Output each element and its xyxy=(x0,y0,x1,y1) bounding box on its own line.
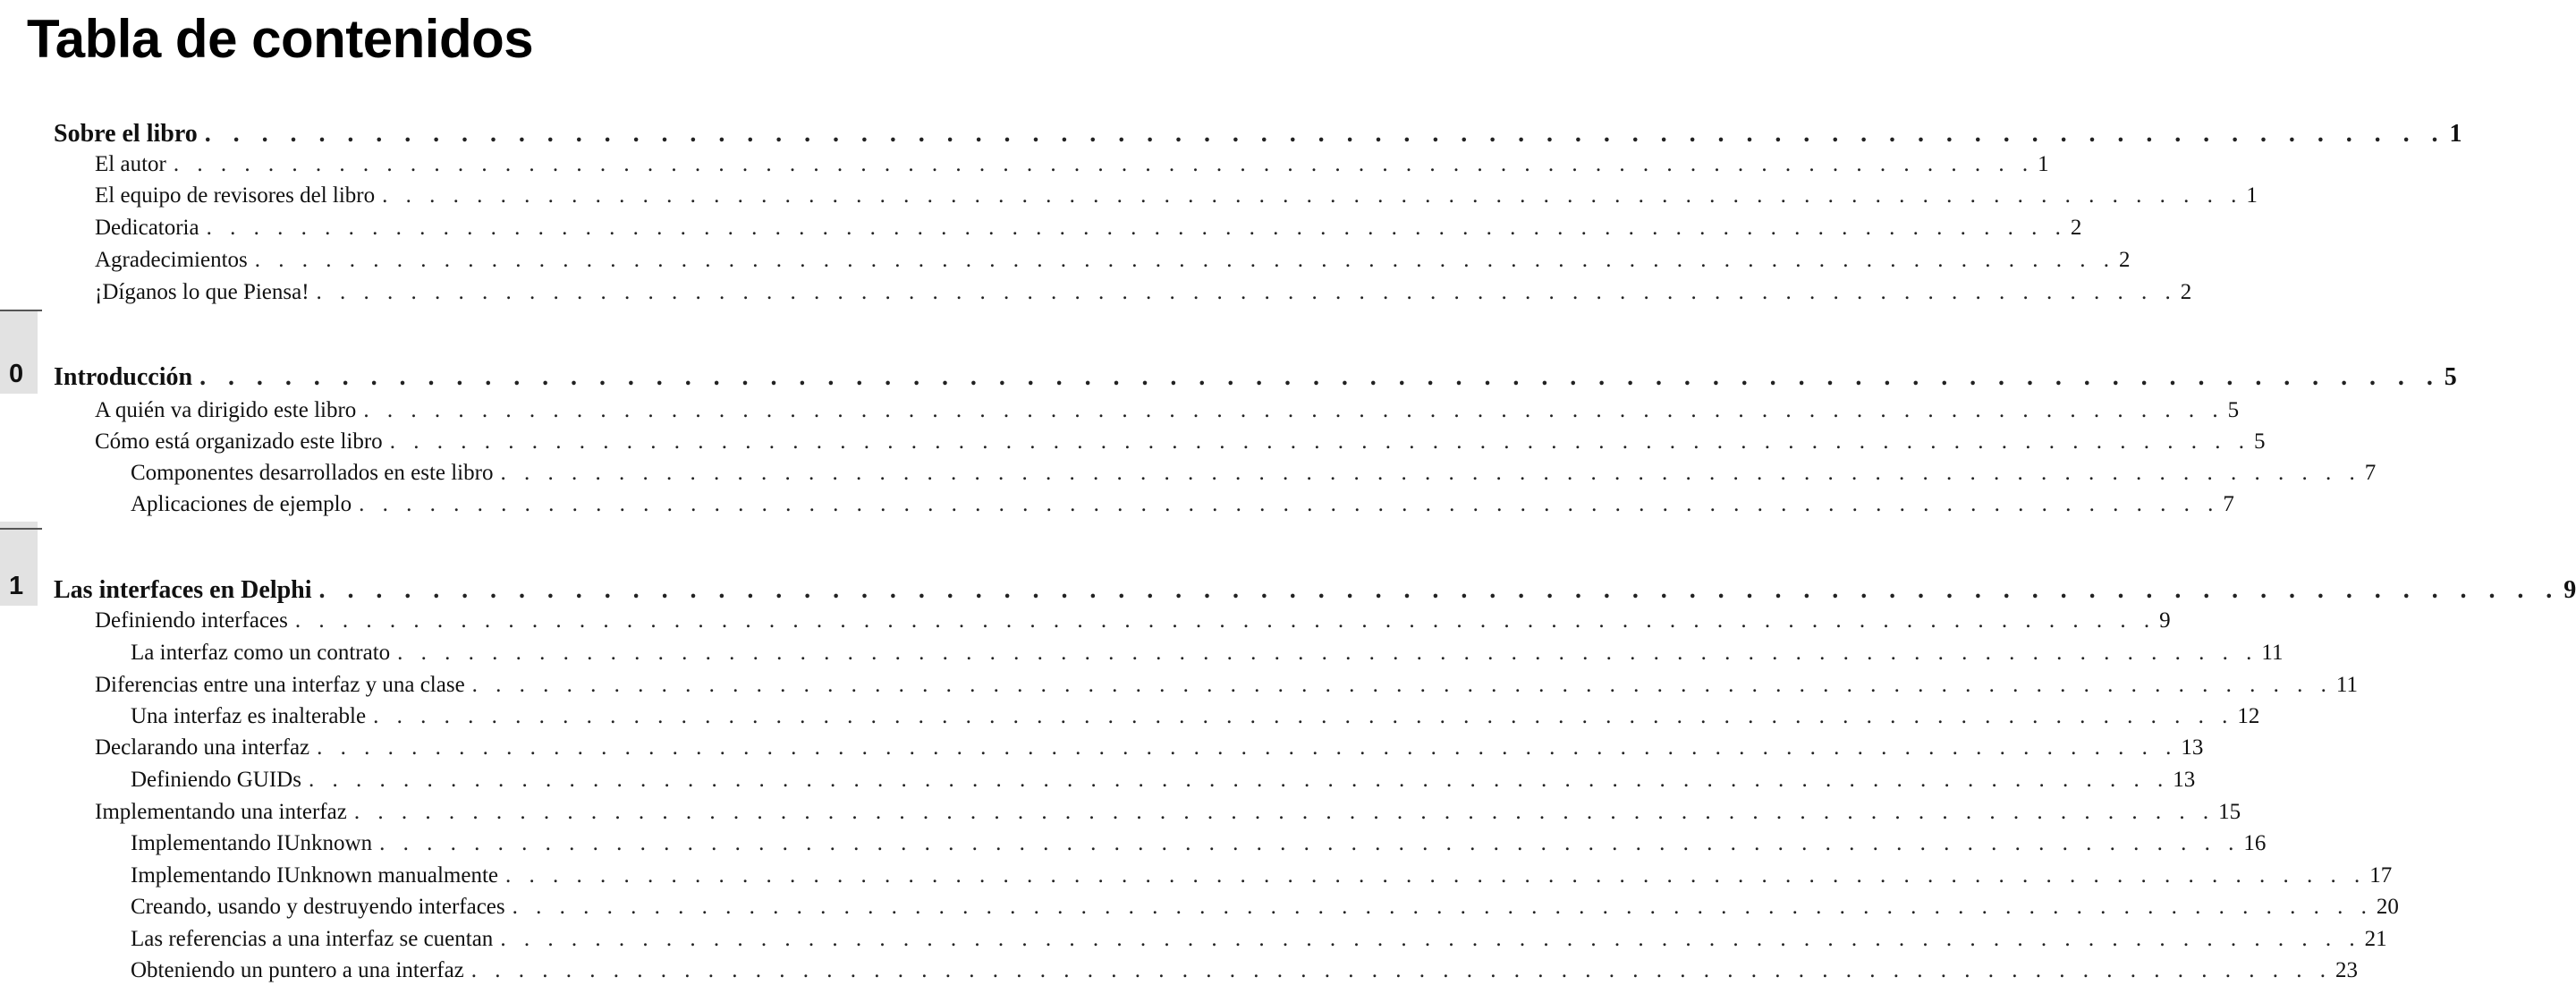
toc-entry-text: Sobre el libro xyxy=(54,120,198,148)
toc-page-number: 1 xyxy=(2246,183,2258,208)
toc-leader: . . . . . . . . . . . . . . . . . . . . . . . . . . . . . . . . . . . . . . . . . . . . . . . . . . . . . . . . . . . . . . . . . . . . . . . . . . . . . . . xyxy=(470,958,2333,982)
toc-leader: . . . . . . . . . . . . . . . . . . . . . . . . . . . . . . . . . . . . . . . . . . . . . . . . . . . . . . . . . . . . . . . . . . . . . . . . . . . . . . . xyxy=(397,641,2258,665)
chapter-tab-1 xyxy=(0,522,38,606)
toc-entry-text: Implementando una interfaz xyxy=(95,800,347,824)
toc-page-number: 11 xyxy=(2335,673,2358,697)
toc-leader: . . . . . . . . . . . . . . . . . . . . . . . . . . . . . . . . . . . . . . . . . . . . . . . . . . . . . . . . . . . . . . . . . . . . . . . . . . . . . . . xyxy=(359,492,2220,516)
toc-leader: . . . . . . . . . . . . . . . . . . . . . . . . . . . . . . . . . . . . . . . . . . . . . . . . . . . . . . . . . . . . . . . . . . . . . . . . . . . . . . . xyxy=(316,280,2177,304)
toc-entry-text: Introducción xyxy=(54,363,193,391)
toc-leader: . . . . . . . . . . . . . . . . . . . . . . . . . . . . . . . . . . . . . . . . . . . . . . . . . . . . . . . . . . . . . . . . . . . . . . . . . . . . . . . xyxy=(373,704,2234,728)
toc-entry-iunknown-manual[interactable] xyxy=(131,863,2393,894)
toc-page-number: 23 xyxy=(2335,958,2359,982)
toc-entry-diferencias[interactable] xyxy=(95,673,2358,703)
toc-page-number: 1 xyxy=(2449,120,2462,148)
toc-page-number: 7 xyxy=(2223,492,2234,516)
toc-entry-a-quien[interactable] xyxy=(95,398,2240,429)
toc-page-number: 2 xyxy=(2070,216,2082,240)
toc-entry-dedicatoria[interactable] xyxy=(95,216,2082,246)
toc-leader: . . . . . . . . . . . . . . . . . . . . . . . . . . . . . . . . . . . . . . . . . . . . . . . . . . . . . . . . . . . . . . . . . . . . . . . . . . . . . . . xyxy=(500,461,2361,485)
toc-entry-text: Obteniendo un puntero a una interfaz xyxy=(131,958,464,982)
toc-page-number: 12 xyxy=(2237,704,2260,728)
toc-page-number: 7 xyxy=(2364,461,2377,485)
toc-page-number: 16 xyxy=(2243,831,2267,855)
toc-entry-componentes[interactable] xyxy=(131,461,2377,491)
toc-entry-text: Una interfaz es inalterable xyxy=(131,704,367,728)
chapter-tab-0 xyxy=(0,310,38,394)
toc-leader: . . . . . . . . . . . . . . . . . . . . . . . . . . . . . . . . . . . . . . . . . . . . . . . . . . . . . . . . . . . . . . . . . . . . . . . . . . . . . . . xyxy=(173,152,2035,176)
toc-entry-sobre-el-libro[interactable] xyxy=(54,120,2462,150)
toc-entry-text: Definiendo GUIDs xyxy=(131,768,301,792)
toc-leader: . . . . . . . . . . . . . . . . . . . . . . . . . . . . . . . . . . . . . . . . . . . . . . . . . . . . . . . . . . . . . . . . . . . . . . . . . . . . . . . xyxy=(318,576,2561,604)
toc-leader: . . . . . . . . . . . . . . . . . . . . . . . . . . . . . . . . . . . . . . . . . . . . . . . . . . . . . . . . . . . . . . . . . . . . . . . . . . . . . . . xyxy=(500,927,2361,951)
toc-entry-como-esta-organizado[interactable] xyxy=(95,429,2266,460)
toc-leader: . . . . . . . . . . . . . . . . . . . . . . . . . . . . . . . . . . . . . . . . . . . . . . . . . . . . . . . . . . . . . . . . . . . . . . . . . . . . . . . xyxy=(254,248,2116,272)
toc-entry-text: Cómo está organizado este libro xyxy=(95,429,383,454)
toc-page-number: 15 xyxy=(2218,800,2241,824)
toc-page-number: 21 xyxy=(2364,927,2387,951)
toc-page-number: 9 xyxy=(2159,608,2171,633)
toc-entry-inalterable[interactable] xyxy=(131,704,2260,735)
toc-entry-text: Implementando IUnknown manualmente xyxy=(131,863,498,888)
toc-leader: . . . . . . . . . . . . . . . . . . . . . . . . . . . . . . . . . . . . . . . . . . . . . . . . . . . . . . . . . . . . . . . . . . . . . . . . . . . . . . . xyxy=(317,735,2178,760)
toc-entry-equipo-revisores[interactable] xyxy=(95,183,2258,214)
toc-entry-iunknown[interactable] xyxy=(131,831,2267,862)
toc-entry-agradecimientos[interactable] xyxy=(95,248,2131,278)
toc-entry-guids[interactable] xyxy=(131,768,2196,798)
toc-entry-aplicaciones-ejemplo[interactable] xyxy=(131,492,2234,522)
chapter-number: 0 xyxy=(9,360,24,388)
chapter-number: 1 xyxy=(9,572,24,600)
toc-entry-text: El equipo de revisores del libro xyxy=(95,183,376,208)
toc-entry-introduccion[interactable] xyxy=(54,363,2457,394)
toc-entry-text: Dedicatoria xyxy=(95,216,199,240)
toc-leader: . . . . . . . . . . . . . . . . . . . . . . . . . . . . . . . . . . . . . . . . . . . . . . . . . . . . . . . . . . . . . . . . . . . . . . . . . . . . . . . xyxy=(308,768,2170,792)
page-title: Tabla de contenidos xyxy=(27,9,534,69)
toc-page-number: 11 xyxy=(2261,641,2284,665)
toc-entry-text: Las interfaces en Delphi xyxy=(54,576,312,604)
toc-entry-text: La interfaz como un contrato xyxy=(131,641,391,665)
toc-leader: . . . . . . . . . . . . . . . . . . . . . . . . . . . . . . . . . . . . . . . . . . . . . . . . . . . . . . . . . . . . . . . . . . . . . . . . . . . . . . . xyxy=(206,216,2067,240)
toc-entry-interfaces-delphi[interactable] xyxy=(54,576,2576,607)
toc-entry-text: ¡Díganos lo que Piensa! xyxy=(95,280,309,304)
toc-leader: . . . . . . . . . . . . . . . . . . . . . . . . . . . . . . . . . . . . . . . . . . . . . . . . . . . . . . . . . . . . . . . . . . . . . . . . . . . . . . . xyxy=(363,398,2224,422)
toc-leader: . . . . . . . . . . . . . . . . . . . . . . . . . . . . . . . . . . . . . . . . . . . . . . . . . . . . . . . . . . . . . . . . . . . . . . . . . . . . . . . xyxy=(505,863,2367,888)
toc-page-number: 2 xyxy=(2180,280,2192,304)
toc-entry-interfaz-contrato[interactable] xyxy=(131,641,2284,671)
toc-entry-text: Aplicaciones de ejemplo xyxy=(131,492,352,516)
toc-leader: . . . . . . . . . . . . . . . . . . . . . . . . . . . . . . . . . . . . . . . . . . . . . . . . . . . . . . . . . . . . . . . . . . . . . . . . . . . . . . . xyxy=(471,673,2333,697)
toc-entry-diganos[interactable] xyxy=(95,280,2192,310)
toc-entry-text: El autor xyxy=(95,152,166,176)
toc-leader: . . . . . . . . . . . . . . . . . . . . . . . . . . . . . . . . . . . . . . . . . . . . . . . . . . . . . . . . . . . . . . . . . . . . . . . . . . . . . . . xyxy=(353,800,2216,824)
toc-leader: . . . . . . . . . . . . . . . . . . . . . . . . . . . . . . . . . . . . . . . . . . . . . . . . . . . . . . . . . . . . . . . . . . . . . . . . . . . . . . . xyxy=(382,183,2243,208)
toc-page-number: 9 xyxy=(2563,576,2576,604)
toc-entry-creando-usando[interactable] xyxy=(131,895,2399,925)
toc-leader: . . . . . . . . . . . . . . . . . . . . . . . . . . . . . . . . . . . . . . . . . . . . . . . . . . . . . . . . . . . . . . . . . . . . . . . . . . . . . . . xyxy=(199,363,2441,391)
toc-entry-implementando[interactable] xyxy=(95,800,2241,830)
toc-leader: . . . . . . . . . . . . . . . . . . . . . . . . . . . . . . . . . . . . . . . . . . . . . . . . . . . . . . . . . . . . . . . . . . . . . . . . . . . . . . . xyxy=(379,831,2241,855)
toc-page-number: 13 xyxy=(2173,768,2196,792)
toc-entry-text: Diferencias entre una interfaz y una clase xyxy=(95,673,465,697)
toc-entry-puntero[interactable] xyxy=(131,958,2359,989)
toc-entry-referencias[interactable] xyxy=(131,927,2387,957)
toc-page-number: 13 xyxy=(2181,735,2204,760)
toc-entry-text: Creando, usando y destruyendo interfaces xyxy=(131,895,505,919)
toc-entry-declarando[interactable] xyxy=(95,735,2204,766)
toc-entry-text: Las referencias a una interfaz se cuentan xyxy=(131,927,494,951)
toc-page-number: 5 xyxy=(2253,429,2266,454)
toc-entry-text: Componentes desarrollados en este libro xyxy=(131,461,494,485)
toc-page-number: 17 xyxy=(2369,863,2393,888)
toc-entry-text: A quién va dirigido este libro xyxy=(95,398,357,422)
toc-leader: . . . . . . . . . . . . . . . . . . . . . . . . . . . . . . . . . . . . . . . . . . . . . . . . . . . . . . . . . . . . . . . . . . . . . . . . . . . . . . . xyxy=(294,608,2157,633)
toc-leader: . . . . . . . . . . . . . . . . . . . . . . . . . . . . . . . . . . . . . . . . . . . . . . . . . . . . . . . . . . . . . . . . . . . . . . . . . . . . . . . xyxy=(512,895,2373,919)
toc-page-number: 1 xyxy=(2038,152,2049,176)
toc-page-number: 5 xyxy=(2227,398,2240,422)
toc-entry-text: Implementando IUnknown xyxy=(131,831,373,855)
toc-entry-text: Declarando una interfaz xyxy=(95,735,310,760)
toc-leader: . . . . . . . . . . . . . . . . . . . . . . . . . . . . . . . . . . . . . . . . . . . . . . . . . . . . . . . . . . . . . . . . . . . . . . . . . . . . . . . xyxy=(204,120,2446,148)
toc-entry-text: Definiendo interfaces xyxy=(95,608,288,633)
toc-entry-definiendo-interfaces[interactable] xyxy=(95,608,2171,639)
toc-leader: . . . . . . . . . . . . . . . . . . . . . . . . . . . . . . . . . . . . . . . . . . . . . . . . . . . . . . . . . . . . . . . . . . . . . . . . . . . . . . . xyxy=(389,429,2250,454)
chapter-rule xyxy=(0,310,42,311)
toc-entry-el-autor[interactable] xyxy=(95,152,2049,183)
toc-page-number: 5 xyxy=(2444,363,2457,391)
toc-page-number: 20 xyxy=(2376,895,2399,919)
toc-page-number: 2 xyxy=(2119,248,2131,272)
chapter-rule xyxy=(0,528,42,530)
toc-entry-text: Agradecimientos xyxy=(95,248,248,272)
